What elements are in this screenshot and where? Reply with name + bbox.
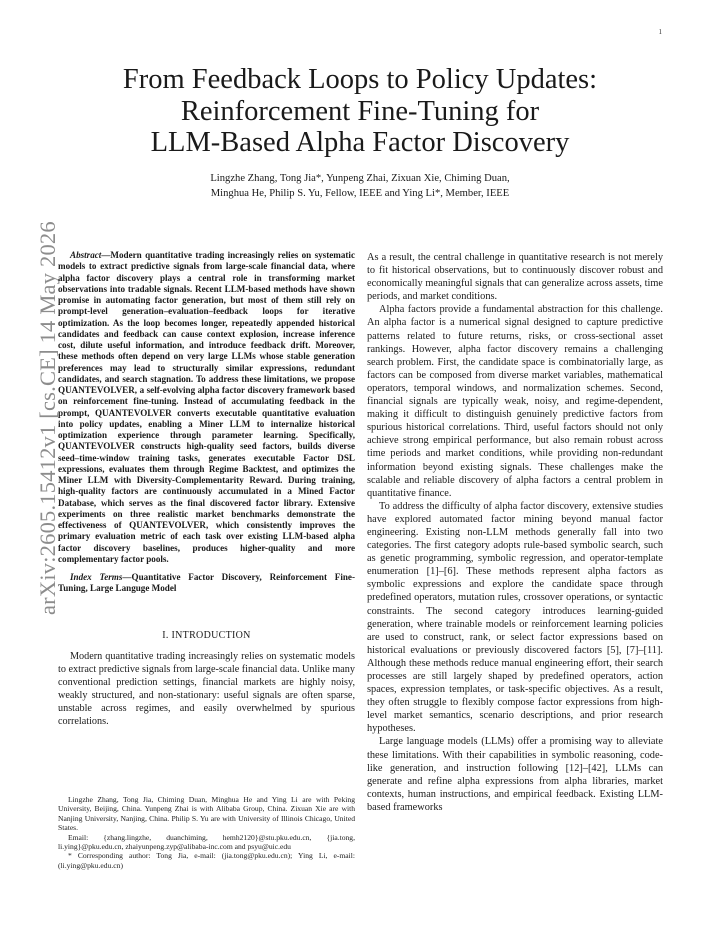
author-list: [80, 172, 640, 201]
abstract-text: —Modern quantitative trading increasingly relies on systematic models to extract predictive signals from large-scale financial data, where alpha factor discovery plays a central role in transforming market observations into tradable signals. Recent LLM-based methods have shown promise in automating factor generation, but most of them still rely on prompt-level generation–evaluation–feedback loops for iterative optimization. As the loop becomes longer, repeatedly appended historical candidates and feedback can cause context explosion, increase inference cost, dilute useful information, and introduce feedback drift. Moreover, these methods often depend on very large LLMs whose stable generation preferences may lead to structurally similar expressions, redundant candidates, and search stagnation. To address these limitations, we propose QUANTEVOLVER, a self-evolving alpha factor discovery framework based on reinforcement fine-tuning. Instead of accumulating feedback in the prompt, QUANTEVOLVER converts executable quantitative evaluation into policy updates, enabling a Miner LLM to internalize historical optimization experience through parameter learning. Specifically, QUANTEVOLVER constructs high-quality seed factors, builds diverse seed–time-window training tasks, generates executable Factor DSL expressions, evaluates them through Regime Backtest, and optimizes the Miner LLM with Diversity-Complementarity Reward. During training, high-quality factors are continuously accumulated in a Mined Factor Database, which serves as the final discovered factor library. Extensive experiments on three realistic market benchmarks demonstrate the effectiveness of QUANTEVOLVER, which consistently improves the primary evaluation metric of each task over existing LLM-based alpha factor discovery baselines, produces higher-quality and more complementary factor pools.: [58, 250, 355, 564]
index-terms-label: Index Terms: [70, 572, 123, 582]
abstract-label: Abstract: [70, 250, 102, 260]
title-line: Reinforcement Fine-Tuning for: [180, 95, 540, 127]
paper-title: [60, 64, 660, 159]
intro-paragraph: Modern quantitative trading increasingly relies on systematic models to extract predictive signals from large-scale financial data. Unlike many conventional prediction settings, financial markets are highly noisy, weakly structured, and non-stationary: useful signals are often sparse, unstable across regimes, and easily overwhelmed by spurious correlations.: [58, 650, 355, 727]
body-paragraph: As a result, the central challenge in quantitative research is not merely to fit historical observations, but to continuously discover robust and economically meaningful signals that can generalize across assets, time periods, and market conditions.: [367, 252, 663, 303]
index-terms: [58, 572, 355, 595]
footnotes: [58, 795, 355, 870]
title-line: LLM-Based Alpha Factor Discovery: [150, 127, 570, 158]
page-number: 1: [658, 28, 662, 36]
abstract: [58, 250, 355, 565]
section-heading: I. INTRODUCTION: [162, 629, 251, 641]
footnote-emails: Email: {zhang.lingzhe, duanchiming, hemh2120}@stu.pku.edu.cn, {jia.tong, li.ying}@pku.edu.cn, zhaiyunpeng.zyp@alibaba-inc.com and psyu@uic.edu: [58, 832, 355, 852]
body-paragraph: Large language models (LLMs) offer a promising way to alleviate these limitations. With their capabilities in symbolic reasoning, code-like generation, and instruction following [12]–[42], LLMs can generate and refine alpha expressions from alpha libraries, market contexts, human instructions, and empirical feedback. Existing LLM-based frameworks: [367, 736, 663, 813]
index-terms-text: —Quantitative Factor Discovery, Reinforcement Fine-Tuning, Large Languge Model: [58, 572, 355, 594]
arxiv-identifier: arXiv:2605.15412v1 [cs.CE] 14 May 2026: [35, 221, 60, 615]
right-column: [367, 251, 663, 814]
title-line: From Feedback Loops to Policy Updates:: [122, 64, 598, 95]
footnote-affiliations: Lingzhe Zhang, Tong Jia, Chiming Duan, Minghua He and Ying Li are with Peking University, Beijing, China. Yunpeng Zhai is with Alibaba Group, China. Zixuan Xie are with Nanjing University, Nanjing, China. Philip S. Yu are with University of Illinois Chicago, United States.: [58, 795, 355, 833]
body-paragraph: Alpha factors provide a fundamental abstraction for this challenge. An alpha factor is a numerical signal designed to capture predictive patterns related to future returns, risks, or cross-sectional asset rankings. However, alpha factor discovery remains a challenging search problem. First, the candidate space is combinatorially large, as factors can be composed from diverse market variables, mathematical operators, temporal windows, and normalization schemes. Second, financial signals are typically weak, noisy, and regime-dependent, making it difficult to distinguish genuinely predictive factors from spurious historical correlations. Third, useful factors should not only achieve strong empirical performance, but also remain robust across time periods and market conditions, while providing non-redundant information beyond existing signals. These challenges make the scalable and reliable discovery of alpha factors a central problem in quantitative finance.: [367, 304, 663, 499]
left-column: [58, 250, 355, 728]
author-line: Minghua He, Philip S. Yu, Fellow, IEEE and Ying Li*, Member, IEEE: [210, 187, 510, 199]
body-paragraph: To address the difficulty of alpha factor discovery, extensive studies have explored automated factor mining beyond manual factor engineering. Existing non-LLM methods generally fall into two categories. The first category adopts rule-based symbolic search, such as genetic programming, symbolic regression, and operator-template enumeration [1]–[6]. These methods represent alpha factors as symbolic expressions and explore the candidate space through predefined operators, mutation rules, crossover operations, or syntactic constraints. The second category introduces learning-guided generation, where trainable models or reinforcement learning policies are used to construct, rank, or select factor expressions based on historical evaluations or previously discovered factors [5], [7]–[11]. Although these methods reduce manual engineering effort, their search processes are still largely shaped by predefined operators, action spaces, expression templates, or task-specific objectives. As a result, they often struggle to flexibly compose factor expressions from high-level market semantics, scenario descriptions, and prior research hypotheses.: [367, 500, 663, 735]
footnote-corresponding: * Corresponding author: Tong Jia, e-mail: (jia.tong@pku.edu.cn); Ying Li, e-mail: (li.ying@pku.edu.cn): [58, 851, 355, 870]
author-line: Lingzhe Zhang, Tong Jia*, Yunpeng Zhai, Zixuan Xie, Chiming Duan,: [210, 173, 510, 184]
